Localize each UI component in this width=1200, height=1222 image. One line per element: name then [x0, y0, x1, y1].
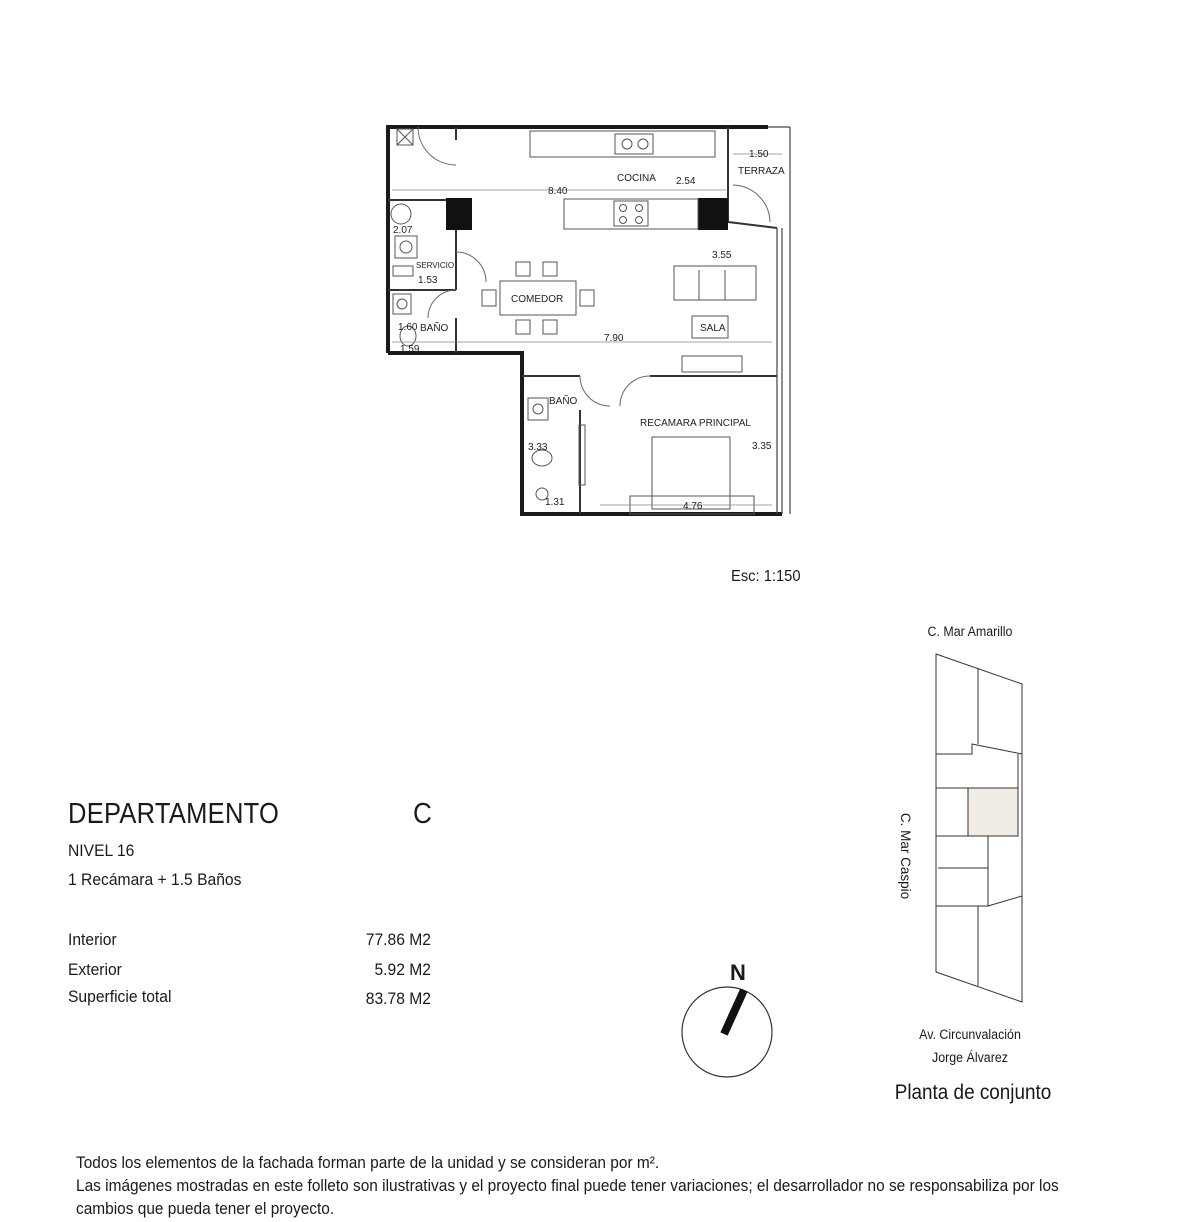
area-value-total: 83.78 M2 — [365, 989, 431, 1008]
column-west — [446, 198, 472, 230]
room-label-terraza: TERRAZA — [738, 166, 785, 177]
area-label-interior: Interior — [68, 930, 117, 949]
compass-north-label: N — [730, 960, 746, 985]
dim-254: 2.54 — [676, 176, 696, 187]
dim-790: 7.90 — [604, 333, 624, 344]
disclaimer-line-2: Las imágenes mostradas en este folleto son ilustrativas y el proyecto final puede tener variaciones; el desarrollador no se responsabiliza por los cambios que pueda tener el proyecto. — [76, 1177, 1059, 1218]
street-left: C. Mar Caspio — [898, 812, 913, 900]
dim-335: 3.35 — [752, 441, 772, 452]
glazing-east — [768, 127, 790, 514]
dim-159: 1.59 — [400, 344, 420, 355]
compass-icon — [678, 984, 778, 1080]
dim-131: 1.31 — [545, 497, 565, 508]
room-label-cocina: COCINA — [617, 173, 656, 184]
area-value-interior: 77.86 M2 — [365, 930, 431, 949]
dim-355: 3.55 — [712, 250, 732, 261]
dim-153: 1.53 — [418, 275, 438, 286]
disclaimer-line-1: Todos los elementos de la fachada forman parte de la unidad y se consideran por m². — [76, 1154, 660, 1172]
dim-207: 2.07 — [393, 225, 413, 236]
dim-333: 3.33 — [528, 442, 548, 453]
room-label-recamara: RECAMARA PRINCIPAL — [640, 418, 751, 429]
apartment-letter: C — [413, 798, 432, 830]
kitchen-fixtures — [397, 129, 715, 229]
street-bottom-1: Av. Circunvalación — [919, 1027, 1021, 1042]
room-label-sala: SALA — [700, 323, 726, 334]
room-label-bano-2: BAÑO — [549, 396, 578, 407]
dim-840: 8.40 — [548, 186, 568, 197]
area-label-total: Superficie total — [68, 987, 172, 1006]
dim-476: 4.76 — [683, 501, 703, 512]
column-east — [698, 198, 728, 230]
room-label-bano-1: BAÑO — [420, 323, 449, 334]
area-value-exterior: 5.92 M2 — [374, 960, 431, 979]
disclaimer — [76, 1152, 1114, 1221]
living-set — [674, 266, 756, 372]
interior-walls — [388, 127, 777, 514]
apartment-level: NIVEL 16 — [68, 841, 135, 860]
area-label-exterior: Exterior — [68, 960, 122, 979]
apartment-rooms: 1 Recámara + 1.5 Baños — [68, 870, 242, 889]
site-plan-title: Planta de conjunto — [894, 1081, 1052, 1104]
dim-150: 1.50 — [749, 149, 769, 160]
apartment-title: DEPARTAMENTO — [68, 798, 280, 830]
dim-160: 1.60 — [398, 322, 418, 333]
room-label-servicio: SERVICIO — [416, 261, 455, 270]
floor-plan — [0, 0, 1200, 560]
street-top: C. Mar Amarillo — [927, 624, 1013, 639]
room-label-comedor: COMEDOR — [511, 294, 564, 305]
scale-label: Esc: 1:150 — [731, 568, 801, 585]
street-bottom-2: Jorge Álvarez — [932, 1050, 1008, 1065]
site-plan-map — [928, 650, 1028, 1006]
